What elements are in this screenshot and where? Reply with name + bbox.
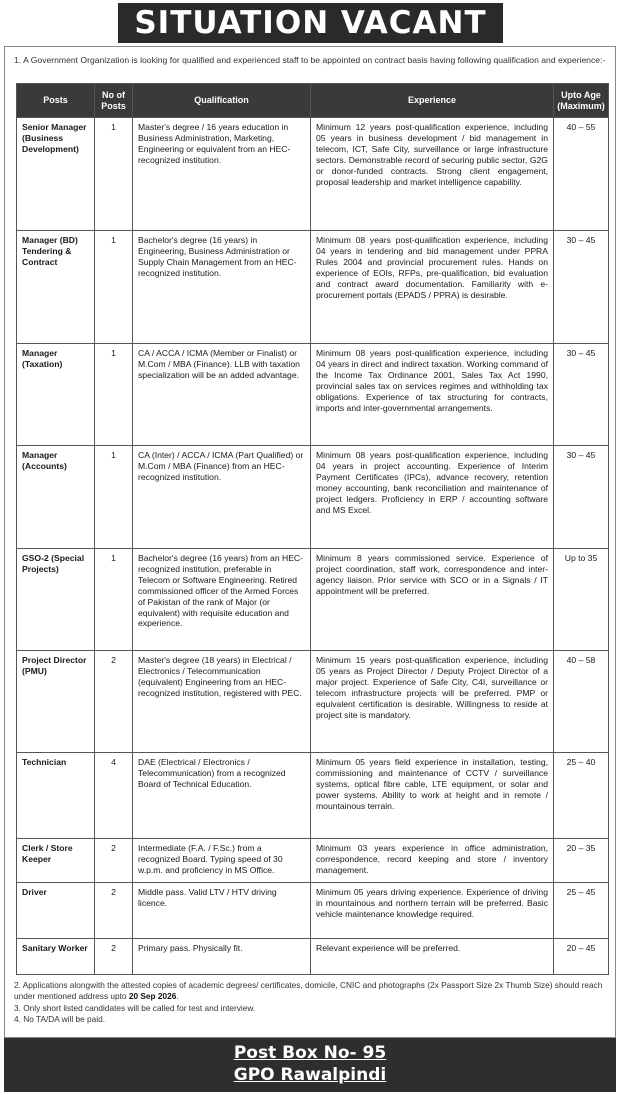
experience-cell: Minimum 15 years post-qualification experience, including 05 years as Project Director / Deputy Project Director of a major project. Experience of Safe City, C4I, surveillance or telecom infrastructure projects will be preferred. PMP or equivalent certification is desirable. Willingness to reside at project site is mandatory. xyxy=(311,651,554,753)
post-count: 2 xyxy=(95,651,133,753)
address-footer xyxy=(4,1038,616,1092)
qualification-cell: Bachelor's degree (16 years) from an HEC-recognized institution, preferable in Telecom or Software Engineering. Retired commissioned officer of the Armed Forces of Pakistan of the rank of Major (or equivalent) with requisite education and experience. xyxy=(133,549,311,651)
qualification-cell: Intermediate (F.A. / F.Sc.) from a recognized Board. Typing speed of 30 w.p.m. and proficiency in MS Office. xyxy=(133,839,311,883)
table-header-row xyxy=(17,84,609,118)
qualification-cell: DAE (Electrical / Electronics / Telecommunication) from a recognized Board of Technical Education. xyxy=(133,753,311,839)
post-count: 4 xyxy=(95,753,133,839)
header-qualification: Qualification xyxy=(133,84,311,118)
experience-cell: Minimum 08 years post-qualification experience, including 04 years in direct and indirect taxation. Working command of the Income Tax Ordinance 2001, Sales Tax Act 1990, provincial sales tax on services regimes and withholding tax obligations. Experience of tax structuring for contracts, imports and inter-governmental arrangements. xyxy=(311,344,554,446)
experience-cell: Minimum 12 years post-qualification experience, including 05 years in business development / bid management in telecom, ICT, Safe City, surveillance or large infrastructure sectors. Demonstrable record of securing public sector, G2G or donor-funded contracts. Strong client engagement, proposal leadership and market intelligence capability. xyxy=(311,118,554,231)
header-no-of-posts: No of Posts xyxy=(95,84,133,118)
table-row xyxy=(17,446,609,549)
experience-cell: Minimum 05 years field experience in installation, testing, commissioning and maintenance of CCTV / surveillance systems, optical fibre cable, LTE equipment, or solar and power systems. Ability to work at height and in remote / mountainous terrain. xyxy=(311,753,554,839)
post-box: Post Box No- 95 xyxy=(233,1043,387,1063)
post-name: Manager (Accounts) xyxy=(17,446,95,549)
note-3: 3. Only short listed candidates will be called for test and interview. xyxy=(14,1002,256,1013)
age-limit: 25 – 45 xyxy=(554,883,609,939)
title-bar xyxy=(0,0,621,46)
qualification-cell: CA / ACCA / ICMA (Member or Finalist) or M.Com / MBA (Finance). LLB with taxation specialization will be an added advantage. xyxy=(133,344,311,446)
age-limit: 30 – 45 xyxy=(554,344,609,446)
age-limit: 20 – 35 xyxy=(554,839,609,883)
table-row xyxy=(17,651,609,753)
post-name: Manager (BD) Tendering & Contract xyxy=(17,231,95,344)
experience-cell: Minimum 05 years driving experience. Experience of driving in mountainous and northern terrain will be preferred. Basic vehicle maintenance knowledge required. xyxy=(311,883,554,939)
table-row xyxy=(17,549,609,651)
experience-cell: Minimum 8 years commissioned service. Experience of project coordination, staff work, correspondence and inter-agency liaison. Prior service with SCO or in a Signals / IT appointment will be preferred. xyxy=(311,549,554,651)
experience-cell: Minimum 08 years post-qualification experience, including 04 years in project accounting. Experience of Interim Payment Certificates (IPCs), advance recovery, retention money accounting, bank reconciliation and maintenance of project ledgers. Proficiency in ERP / accounting software and MS Excel. xyxy=(311,446,554,549)
post-name: GSO-2 (Special Projects) xyxy=(17,549,95,651)
qualification-cell: Master's degree / 16 years education in Business Administration, Marketing, Engineering or equivalent from an HEC-recognized institution. xyxy=(133,118,311,231)
qualification-cell: Primary pass. Physically fit. xyxy=(133,939,311,975)
post-count: 2 xyxy=(95,883,133,939)
notes-section xyxy=(14,980,609,1026)
post-count: 2 xyxy=(95,939,133,975)
note-2: 2. Applications alongwith the attested copies of academic degrees/ certificates, domicile, CNIC and photographs (2x Passport Size 2x Thumb Size) should reach under mentioned address upto 20 Sep 2026. xyxy=(14,980,603,1002)
table-row xyxy=(17,118,609,231)
post-name: Project Director (PMU) xyxy=(17,651,95,753)
table-row xyxy=(17,839,609,883)
header-age: Upto Age (Maximum) xyxy=(554,84,609,118)
header-experience: Experience xyxy=(311,84,554,118)
experience-cell: Relevant experience will be preferred. xyxy=(311,939,554,975)
post-count: 1 xyxy=(95,446,133,549)
intro-paragraph: 1. A Government Organization is looking for qualified and experienced staff to be appointed on contract basis having following qualification and experience:- xyxy=(14,55,606,65)
qualification-cell: Middle pass. Valid LTV / HTV driving licence. xyxy=(133,883,311,939)
post-name: Senior Manager (Business Development) xyxy=(17,118,95,231)
header-posts: Posts xyxy=(17,84,95,118)
post-name: Technician xyxy=(17,753,95,839)
age-limit: 40 – 55 xyxy=(554,118,609,231)
post-count: 2 xyxy=(95,839,133,883)
age-limit: 25 – 40 xyxy=(554,753,609,839)
note-4: 4. No TA/DA will be paid. xyxy=(14,1014,106,1025)
post-count: 1 xyxy=(95,231,133,344)
vacancy-table xyxy=(16,83,609,975)
post-count: 1 xyxy=(95,118,133,231)
age-limit: 30 – 45 xyxy=(554,231,609,344)
qualification-cell: Master's degree (18 years) in Electrical / Electronics / Telecommunication (equivalent) Engineering from an HEC-recognized institution, registered with PEC. xyxy=(133,651,311,753)
experience-cell: Minimum 03 years experience in office administration, correspondence, record keeping and store / inventory management. xyxy=(311,839,554,883)
table-row xyxy=(17,753,609,839)
last-date: 20 Sep 2026 xyxy=(128,991,177,1002)
table-row xyxy=(17,883,609,939)
post-count: 1 xyxy=(95,344,133,446)
table-row xyxy=(17,344,609,446)
age-limit: 20 – 45 xyxy=(554,939,609,975)
gpo-city: GPO Rawalpindi xyxy=(233,1065,387,1085)
page-title: SITUATION VACANT xyxy=(118,3,502,43)
age-limit: 30 – 45 xyxy=(554,446,609,549)
post-name: Sanitary Worker xyxy=(17,939,95,975)
age-limit: Up to 35 xyxy=(554,549,609,651)
post-name: Driver xyxy=(17,883,95,939)
table-row xyxy=(17,939,609,975)
post-name: Clerk / Store Keeper xyxy=(17,839,95,883)
experience-cell: Minimum 08 years post-qualification experience, including 04 years in tendering and bid management under PPRA Rules 2004 and provincial procurement rules. Hands on experience of EOIs, RFPs, pre-qualification, bid evaluation and contract award documentation. Familiarity with e-procurement portals (EPADS / PPRA) is desirable. xyxy=(311,231,554,344)
table-row xyxy=(17,231,609,344)
qualification-cell: Bachelor's degree (16 years) in Engineering, Business Administration or Supply Chain Management from an HEC-recognized institution. xyxy=(133,231,311,344)
qualification-cell: CA (Inter) / ACCA / ICMA (Part Qualified) or M.Com / MBA (Finance) from an HEC-recognized institution. xyxy=(133,446,311,549)
age-limit: 40 – 58 xyxy=(554,651,609,753)
post-name: Manager (Taxation) xyxy=(17,344,95,446)
post-count: 1 xyxy=(95,549,133,651)
